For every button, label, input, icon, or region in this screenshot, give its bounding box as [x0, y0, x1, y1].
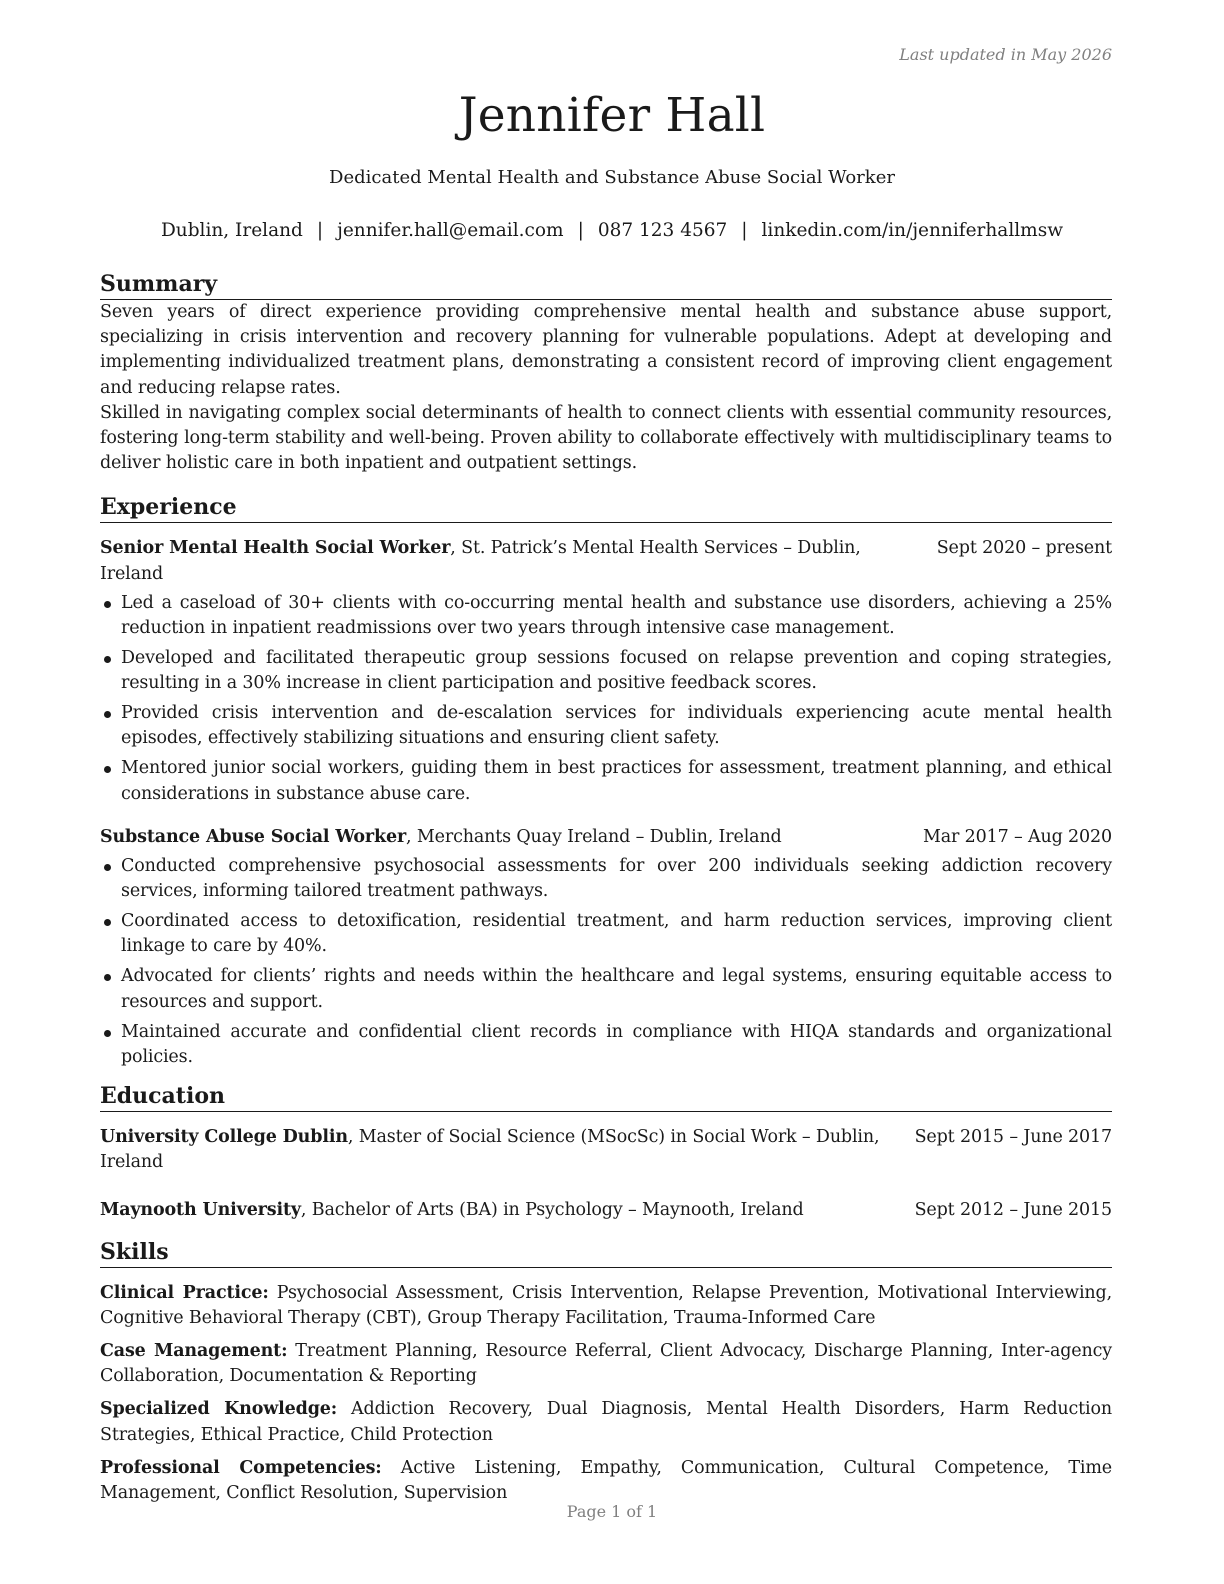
- skill-group: [100, 1281, 1112, 1331]
- candidate-name: Jennifer Hall: [458, 88, 766, 143]
- job-dates: Mar 2017 – Aug 2020: [922, 826, 1112, 847]
- bullet-text: Mentored junior social workers, guiding them in best practices for assessment, treatment planning, and ethical considerations in substance abuse care.: [121, 758, 1112, 804]
- bullet-icon: [104, 656, 111, 663]
- education-entry: [100, 1198, 1112, 1223]
- bullet-text: Coordinated access to detoxification, residential treatment, and harm reduction services, improving client linkage to care by 40%.: [121, 911, 1112, 957]
- skill-group: [100, 1339, 1112, 1389]
- skill-group-items: Psychosocial Assessment, Crisis Intervention, Relapse Prevention, Motivational Interviewing, Cognitive Behavioral Therapy (CBT), Group Therapy Facilitation, Trauma-Informed Care: [100, 1282, 1112, 1328]
- contact-phone: 087 123 4567: [597, 220, 728, 241]
- contact-separator: |: [741, 220, 748, 241]
- experience-entry-header: [100, 536, 1112, 586]
- education-dates: Sept 2012 – June 2015: [914, 1200, 1112, 1221]
- job-role: Senior Mental Health Social Worker: [100, 538, 451, 559]
- contact-separator: |: [316, 220, 324, 241]
- contact-separator: |: [577, 220, 584, 241]
- headline: Dedicated Mental Health and Substance Abuse Social Worker: [329, 167, 895, 188]
- bullet-text: Provided crisis intervention and de-escalation services for individuals experiencing acute mental health episodes, effectively stabilizing situations and ensuring client safety.: [121, 703, 1112, 749]
- job-role: Substance Abuse Social Worker: [100, 826, 407, 847]
- bullet-text: Developed and facilitated therapeutic group sessions focused on relapse prevention and coping strategies, resulting in a 30% increase in client participation and positive feedback scores.: [121, 648, 1112, 694]
- bullet-text: Maintained accurate and confidential client records in compliance with HIQA standards and organizational policies.: [121, 1021, 1112, 1067]
- experience-entry: [100, 825, 1112, 1070]
- section-title-education: Education: [100, 1082, 1112, 1112]
- contact-location: Dublin, Ireland: [160, 220, 303, 241]
- degree-detail: , Master of Social Science (MSocSc) in Social Work – Dublin, Ireland: [100, 1127, 880, 1173]
- bullet-text: Led a caseload of 30+ clients with co-occurring mental health and substance use disorders, achieving a 25% reduction in inpatient readmissions over two years through intensive case management.: [121, 592, 1112, 639]
- job-bullet-list: [100, 854, 1112, 1070]
- summary-paragraph: Seven years of direct experience providing comprehensive mental health and substance abuse support, specializing in crisis intervention and recovery planning for vulnerable populations. Adept at developing and implementing individualized treatment plans, demonstrating a consistent record of improving client engagement and reducing relapse rates.: [100, 302, 1112, 398]
- bullet-icon: [104, 974, 111, 981]
- bullet-icon: [104, 864, 111, 871]
- school-name: Maynooth University: [100, 1200, 301, 1221]
- list-item: [100, 646, 1112, 696]
- skill-group-label: Specialized Knowledge:: [100, 1399, 338, 1420]
- degree-detail: , Bachelor of Arts (BA) in Psychology – Maynooth, Ireland: [300, 1200, 804, 1221]
- section-title-skills: Skills: [100, 1238, 1112, 1268]
- page-number: Page 1 of 1: [566, 1502, 658, 1521]
- section-title-experience: Experience: [100, 493, 1112, 523]
- skill-group-label: Professional Competencies:: [100, 1457, 382, 1478]
- skill-group: [100, 1456, 1112, 1506]
- bullet-text: Conducted comprehensive psychosocial assessments for over 200 individuals seeking addiction recovery services, informing tailored treatment pathways.: [121, 856, 1112, 902]
- job-employer: , St. Patrick’s Mental Health Services – Dublin, Ireland: [100, 538, 861, 584]
- education-dates: Sept 2015 – June 2017: [914, 1127, 1112, 1148]
- contact-email-link[interactable]: jennifer.hall@email.com: [337, 220, 564, 241]
- list-item: [100, 701, 1112, 751]
- job-dates: Sept 2020 – present: [936, 538, 1112, 559]
- list-item: [100, 756, 1112, 806]
- contact-line: [0, 220, 1224, 241]
- contact-linkedin-link[interactable]: linkedin.com/in/jenniferhallmsw: [761, 220, 1064, 241]
- summary-paragraph: Skilled in navigating complex social determinants of health to connect clients with essential community resources, fostering long-term stability and well-being. Proven ability to collaborate effectively with multidisciplinary teams to deliver holistic care in both inpatient and outpatient settings.: [100, 402, 1112, 474]
- experience-entry: [100, 536, 1112, 806]
- bullet-icon: [104, 601, 111, 608]
- section-title-summary: Summary: [100, 270, 1112, 300]
- list-item: [100, 909, 1112, 959]
- education-entry: [100, 1125, 1112, 1175]
- skill-group-label: Clinical Practice:: [100, 1282, 269, 1303]
- list-item: [100, 591, 1112, 641]
- skill-group-label: Case Management:: [100, 1341, 288, 1362]
- experience-entry-header: [100, 825, 1112, 850]
- bullet-text: Advocated for clients’ rights and needs within the healthcare and legal systems, ensuring equitable access to resources and support.: [121, 966, 1112, 1012]
- list-item: [100, 964, 1112, 1014]
- bullet-icon: [104, 766, 111, 773]
- job-bullet-list: [100, 591, 1112, 807]
- list-item: [100, 1020, 1112, 1070]
- bullet-icon: [104, 919, 111, 926]
- skill-group-items: Treatment Planning, Resource Referral, Client Advocacy, Discharge Planning, Inter-agency Collaboration, Documentation & Reporting: [100, 1341, 1113, 1387]
- resume-body: [100, 270, 1112, 1506]
- skill-group-items: Active Listening, Empathy, Communication, Cultural Competence, Time Management, Conflict Resolution, Supervision: [100, 1457, 1112, 1504]
- last-updated-note: Last updated in May 2026: [899, 45, 1112, 64]
- list-item: [100, 854, 1112, 904]
- skill-group-items: Addiction Recovery, Dual Diagnosis, Mental Health Disorders, Harm Reduction Strategies, Ethical Practice, Child Protection: [100, 1399, 1112, 1445]
- job-employer: , Merchants Quay Ireland – Dublin, Ireland: [406, 826, 782, 847]
- bullet-icon: [104, 711, 111, 718]
- bullet-icon: [104, 1030, 111, 1037]
- skill-group: [100, 1397, 1112, 1447]
- school-name: University College Dublin: [100, 1127, 348, 1148]
